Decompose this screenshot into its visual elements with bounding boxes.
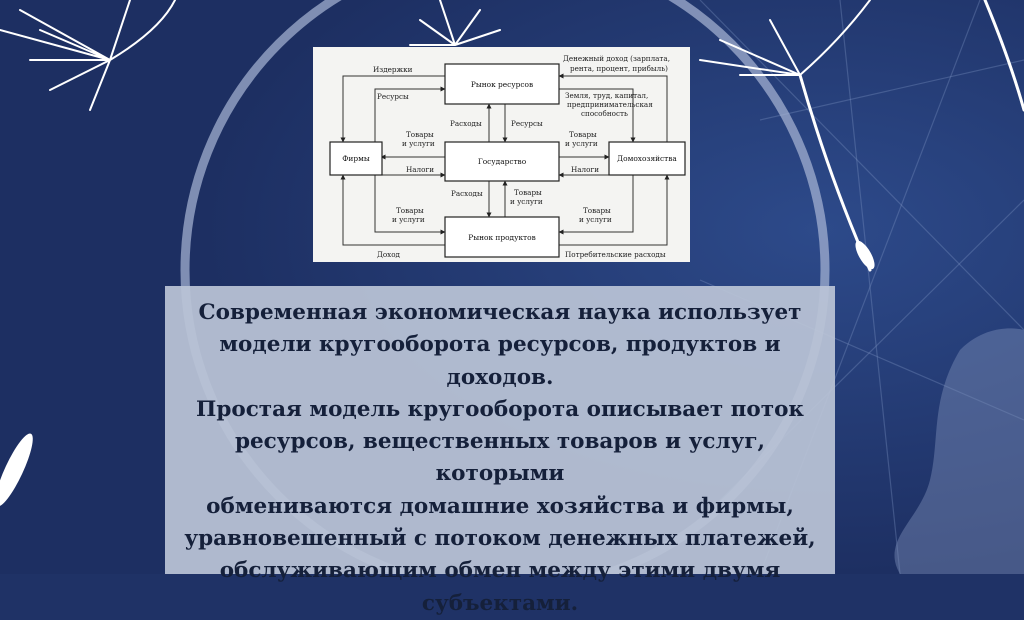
label-consumer-spending: Потребительские расходы bbox=[565, 250, 666, 259]
label-goods-center: и услуги bbox=[510, 197, 543, 206]
label-money-income: Денежный доход (зарплата, bbox=[563, 54, 670, 63]
label-goods-bl: и услуги bbox=[392, 215, 425, 224]
svg-text:Домохозяйства: Домохозяйства bbox=[617, 154, 677, 163]
consumer-spending-flow bbox=[559, 175, 667, 245]
label-goods-left: Товары bbox=[406, 130, 434, 139]
label-expenses-bottom: Расходы bbox=[451, 189, 483, 198]
label-resources-left: Ресурсы bbox=[377, 92, 409, 101]
government-box bbox=[445, 142, 559, 181]
label-goods-right: Товары bbox=[569, 130, 597, 139]
svg-text:Государство: Государство bbox=[477, 157, 527, 166]
label-expenses-top: Расходы bbox=[450, 119, 482, 128]
description-line: модели кругооборота ресурсов, продуктов и доходов. bbox=[219, 332, 781, 390]
label-goods-right: и услуги bbox=[565, 139, 598, 148]
description-line: Простая модель кругооборота описывает поток bbox=[196, 396, 804, 422]
label-land: способность bbox=[581, 109, 628, 118]
svg-text:Рынок продуктов: Рынок продуктов bbox=[468, 233, 536, 242]
label-land: Земля, труд, капитал, bbox=[565, 91, 649, 100]
label-goods-bl: Товары bbox=[396, 206, 424, 215]
description-panel bbox=[165, 286, 835, 616]
label-taxes-right: Налоги bbox=[571, 165, 600, 174]
label-income: Доход bbox=[377, 250, 400, 259]
description-text bbox=[183, 297, 817, 620]
households-box bbox=[609, 142, 685, 175]
income-bottom-flow bbox=[343, 175, 445, 245]
label-goods-br: и услуги bbox=[579, 215, 612, 224]
description-line: ресурсов, вещественных товаров и услуг, которыми bbox=[234, 429, 766, 487]
circular-flow-diagram bbox=[313, 47, 690, 262]
description-line: обслуживающим обмен между этими двумя bbox=[219, 558, 781, 584]
label-taxes-left: Налоги bbox=[406, 165, 435, 174]
label-money-income: рента, процент, прибыль) bbox=[570, 64, 668, 73]
label-resources-center: Ресурсы bbox=[511, 119, 543, 128]
svg-text:Рынок ресурсов: Рынок ресурсов bbox=[470, 80, 534, 89]
label-goods-center: Товары bbox=[514, 188, 542, 197]
firms-box bbox=[330, 142, 382, 175]
svg-text:Фирмы: Фирмы bbox=[342, 154, 370, 163]
label-goods-br: Товары bbox=[583, 206, 611, 215]
description-line: обмениваются домашние хозяйства и фирмы, bbox=[206, 493, 794, 519]
description-line: Современная экономическая наука использует bbox=[198, 300, 802, 325]
product-market-box bbox=[445, 217, 559, 257]
label-goods-left: и услуги bbox=[402, 139, 435, 148]
resource-market-box bbox=[445, 64, 559, 104]
description-line: субъектами. bbox=[421, 590, 579, 616]
description-line: уравновешенный с потоком денежных платежей, bbox=[184, 526, 816, 552]
label-land: предпринимательская bbox=[567, 100, 653, 109]
label-costs: Издержки bbox=[373, 65, 413, 74]
